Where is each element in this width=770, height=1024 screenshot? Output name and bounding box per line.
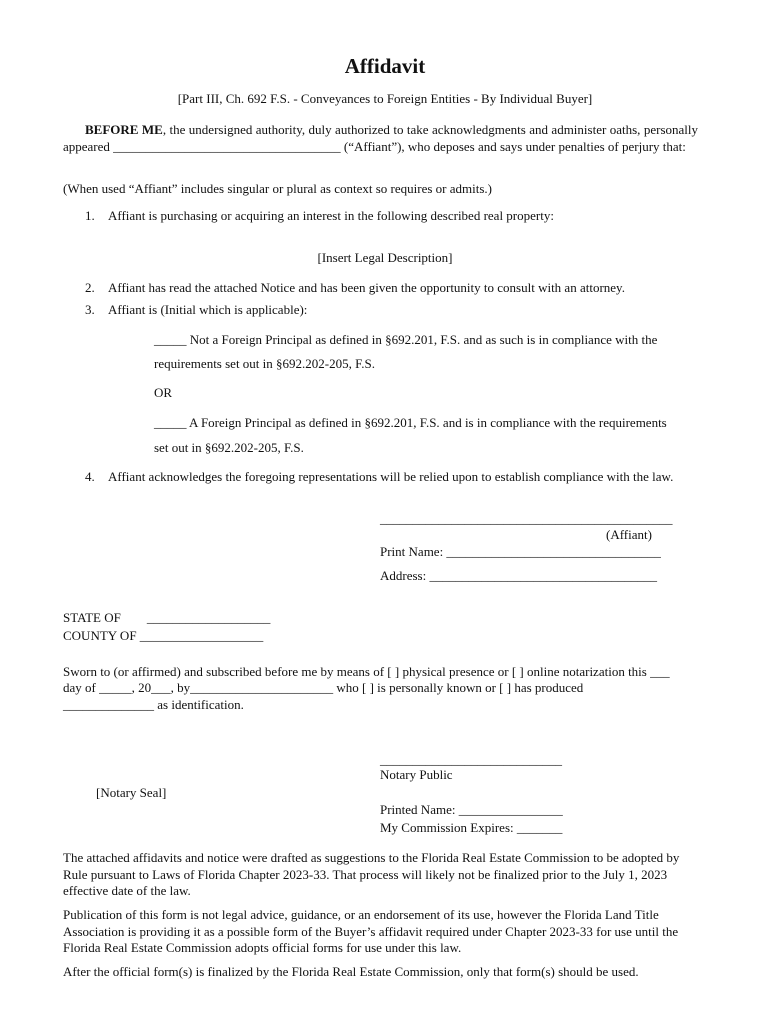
- before-me-label: BEFORE ME: [85, 122, 163, 137]
- printed-name-field: Printed Name: ________________: [380, 802, 563, 817]
- option-foreign-line2: set out in §692.202-205, F.S.: [154, 440, 304, 455]
- intro-text: , the undersigned authority, duly authorized to take acknowledgments and administer oaths, personally appeared ___________________________________ (“Affiant”), who deposes and says under penalties of perjury that:: [63, 122, 698, 154]
- notary-seal-placeholder: [Notary Seal]: [96, 785, 167, 800]
- county-of-field: COUNTY OF ___________________: [63, 628, 264, 643]
- item-2-number: 2.: [85, 280, 95, 295]
- item-3-text: Affiant is (Initial which is applicable):: [108, 302, 308, 317]
- footnote-drafting: The attached affidavits and notice were drafted as suggestions to the Florida Real Estate Commission to be adopted by Rule pursuant to Laws of Florida Chapter 2023-33. That process will likely not be finalized prior to the July 1, 2023 effective date of the law.: [63, 850, 680, 898]
- footnote-official-form: After the official form(s) is finalized by the Florida Real Estate Commission, only that form(s) should be used.: [63, 964, 639, 979]
- item-2-text: Affiant has read the attached Notice and has been given the opportunity to consult with an attorney.: [108, 280, 625, 295]
- item-4-text: Affiant acknowledges the foregoing representations will be relied upon to establish compliance with the law.: [108, 469, 674, 484]
- page-subtitle: [Part III, Ch. 692 F.S. - Conveyances to Foreign Entities - By Individual Buyer]: [177, 91, 593, 106]
- item-1-number: 1.: [85, 208, 95, 223]
- state-of-field: STATE OF ___________________: [63, 610, 271, 625]
- print-name-field: Print Name: _________________________________: [380, 544, 661, 559]
- affiant-note: (When used “Affiant” includes singular or plural as context so requires or admits.): [63, 181, 492, 196]
- commission-expires-field: My Commission Expires: _______: [380, 820, 563, 835]
- item-1-text: Affiant is purchasing or acquiring an interest in the following described real property:: [108, 208, 554, 223]
- affiant-label: (Affiant): [606, 527, 652, 542]
- option-or: OR: [154, 385, 173, 400]
- jurat-line-1: Sworn to (or affirmed) and subscribed before me by means of [ ] physical presence or [ ] online notarization this ___: [63, 664, 670, 679]
- footnote-disclaimer: Publication of this form is not legal advice, guidance, or an endorsement of its use, however the Florida Land Title Association is providing it as a possible form of the Buyer’s affidavit required under Chapter 2023-33 for use until the Florida Real Estate Commission adopts official forms for use under this law.: [63, 907, 679, 955]
- option-not-foreign-line2: requirements set out in §692.202-205, F.S.: [154, 356, 376, 371]
- legal-description-placeholder: [Insert Legal Description]: [317, 250, 453, 265]
- notary-signature-line: ____________________________: [380, 752, 562, 767]
- address-field: Address: ___________________________________: [380, 568, 657, 583]
- item-4-number: 4.: [85, 469, 95, 484]
- option-foreign-line1: _____ A Foreign Principal as defined in §692.201, F.S. and is in compliance with the requirements: [154, 415, 667, 430]
- item-3-number: 3.: [85, 302, 95, 317]
- page-title: Affidavit: [344, 54, 426, 78]
- intro-paragraph: [63, 121, 698, 155]
- jurat-line-2: day of _____, 20___, by______________________ who [ ] is personally known or [ ] has produced: [63, 680, 584, 695]
- jurat-line-3: ______________ as identification.: [63, 697, 244, 712]
- notary-public-label: Notary Public: [380, 767, 453, 782]
- affiant-signature-line: _____________________________________________: [380, 511, 673, 526]
- option-not-foreign-line1: _____ Not a Foreign Principal as defined in §692.201, F.S. and as such is in compliance with the: [154, 332, 658, 347]
